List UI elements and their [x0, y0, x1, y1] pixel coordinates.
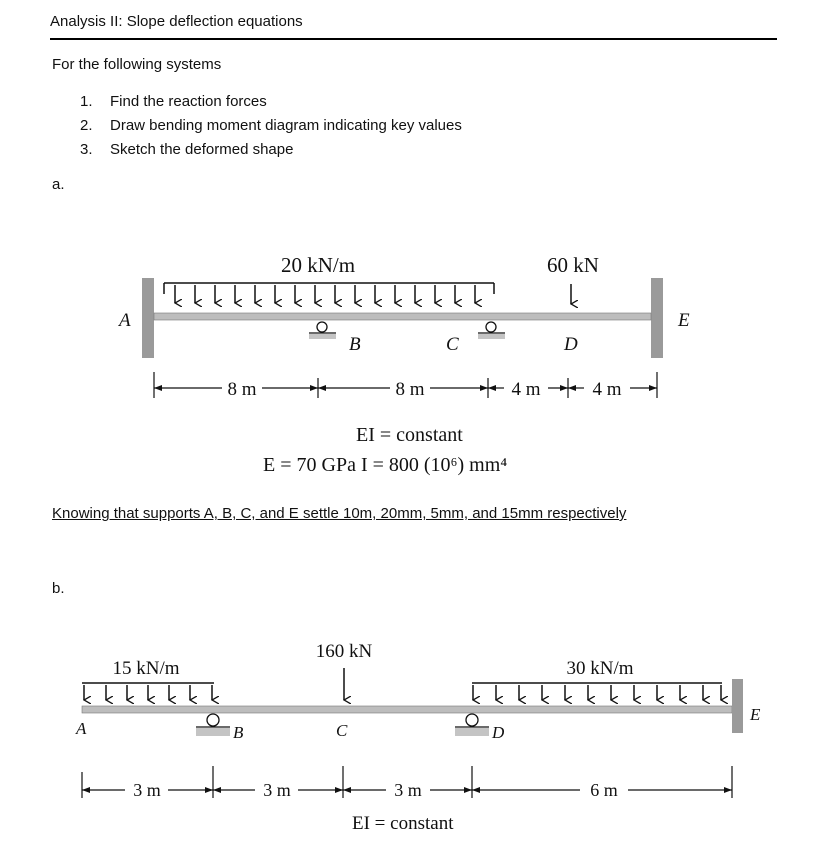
task-item: 1. Find the reaction forces: [80, 93, 267, 110]
beam-a: [154, 313, 651, 320]
diagram-b: [75, 641, 761, 834]
point-load-a-label: 60 kN: [547, 253, 599, 277]
point-a-label-b: A: [76, 719, 87, 738]
settlement-note: Knowing that supports A, B, C, and E settle 10m, 20mm, 5mm, and 15mm respectively: [52, 505, 627, 522]
point-d-label: D: [564, 334, 578, 355]
wall-a-left: [142, 278, 154, 358]
point-a-label: A: [119, 310, 131, 331]
distributed-load-b-right-label: 30 kN/m: [566, 658, 634, 679]
roller-support-b2: [196, 714, 230, 736]
span-b-2-label: 3 m: [263, 780, 291, 800]
distributed-load-a-label: 20 kN/m: [280, 253, 356, 277]
beam-b: [82, 706, 732, 713]
span-b-4-label: 6 m: [590, 780, 618, 800]
span-a-2-label: 8 m: [395, 379, 425, 400]
task-item: 3. Sketch the deformed shape: [80, 141, 294, 158]
point-d-label-b: D: [492, 723, 505, 742]
roller-support-b: [309, 322, 336, 339]
distributed-load-a: [164, 283, 494, 303]
problem-b-label: b.: [52, 580, 65, 597]
wall-a-right: [651, 278, 663, 358]
roller-support-d2: [455, 714, 489, 736]
point-e-label: E: [678, 310, 690, 331]
material-properties-a: E = 70 GPa I = 800 (10⁶) mm⁴: [263, 454, 508, 476]
point-b-label: B: [349, 334, 361, 355]
roller-support-c: [478, 322, 505, 339]
document-title: Analysis II: Slope deflection equations: [50, 13, 303, 30]
ei-note-b: EI = constant: [352, 813, 454, 834]
point-load-b-label: 160 kN: [315, 641, 373, 662]
ei-note-a: EI = constant: [356, 424, 463, 446]
span-a-3-label: 4 m: [511, 379, 541, 400]
span-b-3-label: 3 m: [394, 780, 422, 800]
distributed-load-b-left: [82, 683, 214, 700]
span-a-1-label: 8 m: [227, 379, 257, 400]
point-b-label-b: B: [233, 723, 244, 742]
distributed-load-b-right: [472, 683, 722, 700]
distributed-load-b-left-label: 15 kN/m: [112, 658, 180, 679]
point-e-label-b: E: [750, 705, 761, 724]
wall-b-right: [732, 679, 743, 733]
diagram-a: [117, 253, 690, 476]
span-a-4-label: 4 m: [592, 379, 622, 400]
task-item: 2. Draw bending moment diagram indicating key values: [80, 117, 462, 134]
span-b-1-label: 3 m: [133, 780, 161, 800]
intro-text: For the following systems: [52, 56, 222, 73]
point-c-label-b: C: [336, 721, 348, 740]
problem-a-label: a.: [52, 176, 65, 193]
point-c-label: C: [446, 334, 459, 355]
